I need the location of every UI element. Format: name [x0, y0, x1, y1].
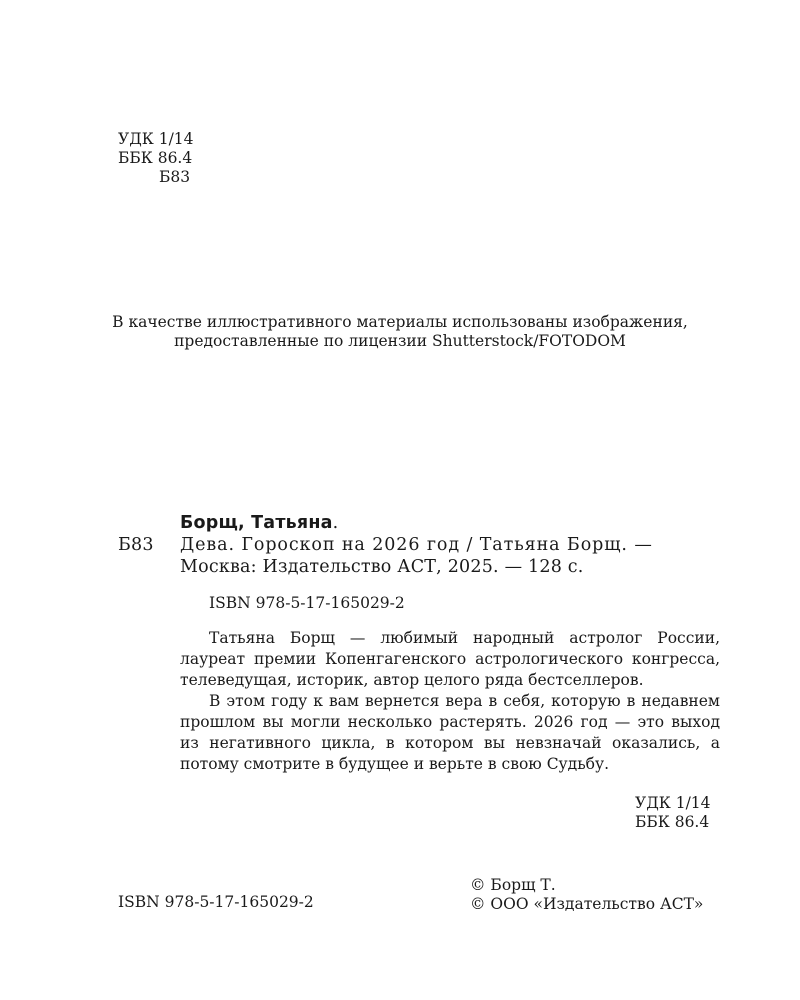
- illustration-note-line-2: предоставленные по лицензии Shutterstock/FOTODOM: [174, 332, 626, 350]
- annotation-paragraph-1: Татьяна Борщ — любимый народный астролог России, лауреат премии Копенгагенского астрологического конгресса, телеведущая, историк, автор целого ряда бестселлеров.: [180, 629, 720, 689]
- copyright-author: © Борщ Т.: [470, 876, 556, 894]
- footer-isbn: ISBN 978-5-17-165029-2: [118, 893, 314, 911]
- catalog-card: [118, 512, 718, 578]
- classification-codes-top: [118, 130, 194, 187]
- bbk-code: ББК 86.4: [118, 149, 193, 167]
- illustration-credit-note: [0, 313, 800, 351]
- copyright-block: [470, 876, 703, 914]
- catalog-title-row: [118, 534, 718, 556]
- classification-codes-bottom: [635, 794, 711, 832]
- illustration-note-line-1: В качестве иллюстративного материалы использованы изображения,: [112, 313, 688, 331]
- copyright-publisher: © ООО «Издательство АСТ»: [470, 895, 704, 913]
- udk-code-bottom: УДК 1/14: [635, 794, 711, 812]
- catalog-publication-line: Москва: Издательство АСТ, 2025. — 128 с.: [180, 557, 584, 577]
- bbk-code-bottom: ББК 86.4: [635, 813, 710, 831]
- catalog-title-line: Дева. Гороскоп на 2026 год / Татьяна Борщ. —: [180, 535, 653, 555]
- catalog-isbn: ISBN 978-5-17-165029-2: [209, 594, 405, 612]
- annotation: [180, 628, 720, 775]
- catalog-publication-row: [118, 556, 718, 578]
- udk-code: УДК 1/14: [118, 130, 194, 148]
- annotation-paragraph-2: В этом году к вам вернется вера в себя, которую в недавнем прошлом вы могли несколько растерять. 2026 год — это выход из негативного цикла, в котором вы невзначай оказались, а потому смотрите в будущее и верьте в свою Судьбу.: [180, 692, 720, 773]
- author-sign: Б83: [159, 168, 191, 186]
- catalog-author-mark: Б83: [118, 535, 154, 555]
- catalog-author-name: Борщ, Татьяна: [180, 513, 333, 533]
- catalog-author-row: [118, 512, 718, 534]
- catalog-author-period: .: [332, 513, 339, 533]
